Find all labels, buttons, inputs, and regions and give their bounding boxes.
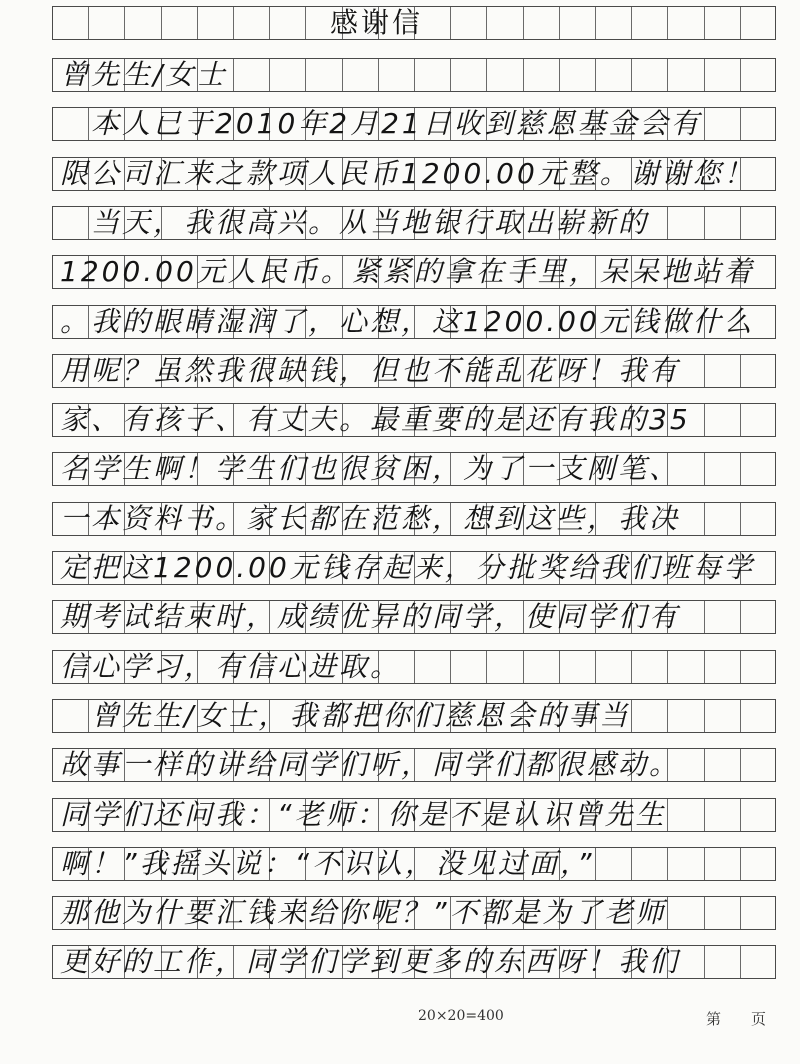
handwritten-line: 。我的眼睛湿润了，心想，这1200.00元钱做什么 [60, 305, 755, 338]
handwritten-line: 同学们还问我：“老师：你是不是认识曾先生 [60, 798, 667, 831]
grid-cell [234, 7, 270, 39]
grid-cell [560, 7, 596, 39]
grid-cell [705, 7, 741, 39]
handwritten-line: 一本资料书。家长都在范愁，想到这些，我决 [60, 502, 681, 535]
grid-cell [162, 7, 198, 39]
handwritten-line: 用呢？虽然我很缺钱，但也不能乱花呀！我有 [60, 354, 681, 387]
handwritten-line: 更好的工作，同学们学到更多的东西呀！我们 [60, 945, 681, 978]
grid-cell [596, 7, 632, 39]
handwritten-line: 故事一样的讲给同学们听，同学们都很感动。 [60, 748, 681, 781]
handwritten-line: 本人已于2010年2月21日收到慈恩基金会有 [60, 107, 702, 140]
grid-size-note: 20×20=400 [418, 1008, 504, 1024]
handwritten-line: 家、有孩子、有丈夫。最重要的是还有我的35 [60, 403, 691, 436]
grid-cell [89, 7, 125, 39]
handwritten-line: 曾先生/女士，我都把你们慈恩会的事当 [60, 699, 631, 732]
grid-cell [668, 7, 704, 39]
page-number-label: 第 页 [706, 1010, 767, 1028]
handwritten-line: 信心学习，有信心进取。 [60, 650, 402, 683]
handwritten-line: 1200.00元人民币。紧紧的拿在手里，呆呆地站着 [60, 255, 755, 288]
letter-title: 感谢信 [330, 6, 424, 39]
handwritten-line: 限公司汇来之款项人民币1200.00元整。谢谢您！ [60, 157, 755, 190]
grid-cell [198, 7, 234, 39]
grid-cell [125, 7, 161, 39]
handwritten-line: 定把这1200.00元钱存起来，分批奖给我们班每学 [60, 551, 755, 584]
grid-cell [270, 7, 306, 39]
handwritten-line: 名学生啊！学生们也很贫困，为了一支刚笔、 [60, 452, 681, 485]
grid-cell [632, 7, 668, 39]
grid-cell [53, 7, 89, 39]
handwritten-line: 当天，我很高兴。从当地银行取出崭新的 [60, 206, 650, 239]
handwritten-line: 期考试结束时，成绩优异的同学，使同学们有 [60, 600, 681, 633]
handwritten-line: 啊！”我摇头说：“不识认，没见过面，” [60, 847, 595, 880]
handwritten-line: 曾先生/女士 [60, 58, 228, 91]
handwritten-line: 那他为什要汇钱来给你呢？”不都是为了老师 [60, 896, 667, 929]
